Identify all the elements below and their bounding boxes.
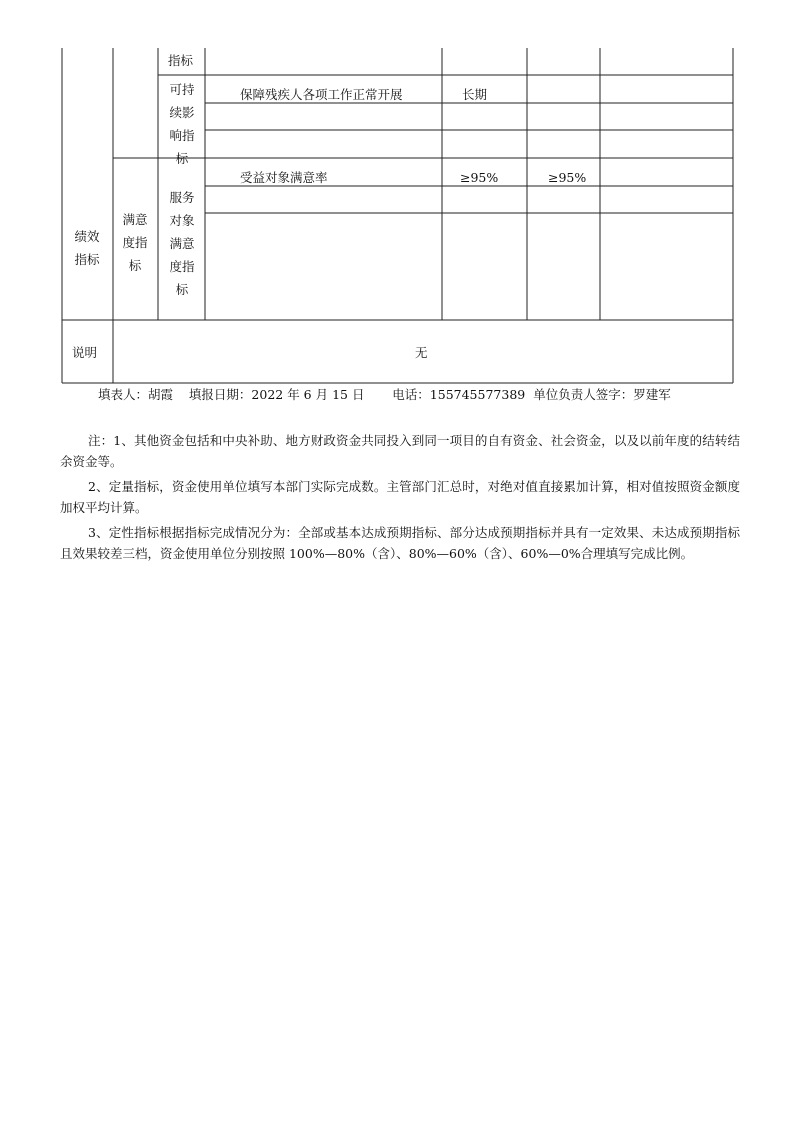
sustain-label: 可持续影响指标 bbox=[169, 82, 195, 166]
filler: 填表人：胡霞 bbox=[98, 387, 174, 402]
note-paragraph: 2、定量指标，资金使用单位填写本部门实际完成数。主管部门汇总时，对绝对值直接累加计算，相对值按照资金额度加权平均计算。 bbox=[60, 479, 740, 515]
unit-sign: 单位负责人签字：罗建军 bbox=[533, 387, 671, 402]
fill-date: 填报日期：2022 年 6 月 15 日 bbox=[188, 387, 365, 402]
note-paragraph: 注：1、其他资金包括和中央补助、地方财政资金共同投入到同一项目的自有资金、社会资金，以及以前年度的结转结余资金等。 bbox=[60, 433, 740, 469]
note-paragraph: 3、定性指标根据指标完成情况分为：全部或基本达成预期指标、部分达成预期指标并具有一定效果、未达成预期指标且效果较差三档，资金使用单位分别按照 100%—80%（含）、80%—60%（含）、60%—0%合理填写完成比例。 bbox=[60, 525, 740, 561]
phone: 电话：155745577389 bbox=[392, 387, 526, 402]
sat-actual: ≥95% bbox=[548, 170, 587, 185]
note-value: 无 bbox=[415, 345, 428, 360]
sat-item: 受益对象满意率 bbox=[240, 170, 328, 185]
row-indicator-tail: 指标 bbox=[168, 53, 194, 68]
sustain-item: 保障残疾人各项工作正常开展 bbox=[240, 87, 403, 102]
sustain-target: 长期 bbox=[462, 87, 488, 102]
signature-footer bbox=[98, 385, 671, 403]
sat-target: ≥95% bbox=[460, 170, 499, 185]
service-label: 服务对象满意度指标 bbox=[169, 190, 195, 297]
satisfaction-label: 满意度指标 bbox=[122, 212, 148, 273]
note-label: 说明 bbox=[72, 345, 98, 360]
notes-section bbox=[60, 430, 740, 568]
perf-label: 绩效指标 bbox=[74, 229, 100, 267]
